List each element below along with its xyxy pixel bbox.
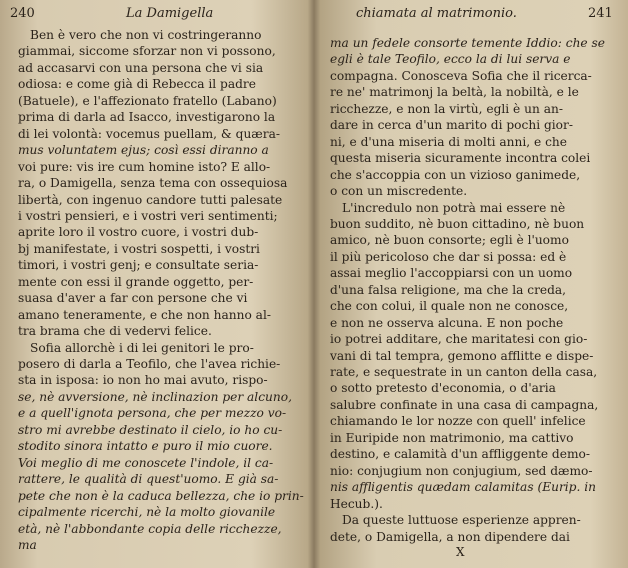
text-line: in Euripide non matrimonio, ma cattivo xyxy=(330,430,574,445)
text-line: salubre confinate in una casa di campagna, xyxy=(330,397,599,412)
running-head: chiamata al matrimonio. xyxy=(356,6,517,21)
text-line: amano teneramente, e che non hanno al- xyxy=(18,307,271,322)
text-line: che con colui, il quale non ne conosce, xyxy=(330,299,569,314)
text-line: o con un miscredente. xyxy=(330,184,468,199)
text-line: ni, e d'una miseria di molti anni, e che xyxy=(330,134,567,149)
text-line: voi pure: vis ire cum homine isto? E allo- xyxy=(18,159,271,174)
right-page xyxy=(316,0,628,568)
text-line: aprite loro il vostro cuore, i vostri dub- xyxy=(18,225,259,240)
text-line: chiamando le lor nozze con quell' infelice xyxy=(330,414,586,429)
text-line: di lei volontà: vocemus puellam, & quæra- xyxy=(18,126,280,141)
text-line: odiosa: e come già di Rebecca il padre xyxy=(18,77,256,92)
text-line: o sotto pretesto d'economia, o d'aria xyxy=(330,381,556,396)
text-line: timori, i vostri genj; e consultate seria- xyxy=(18,258,259,273)
text-line: se, nè avversione, nè inclinazion per alcuno, xyxy=(18,389,292,404)
text-line: (Batuele), e l'affezionato fratello (Labano) xyxy=(18,93,277,108)
text-line: amico, nè buon consorte; egli è l'uomo xyxy=(330,233,569,248)
text-line: età, nè l'abbondante copia delle ricchezze, xyxy=(18,521,282,536)
text-line: buon suddito, nè buon cittadino, nè buon xyxy=(330,216,585,231)
text-line: stodito sinora intatto e puro il mio cuore. xyxy=(18,439,273,454)
text-line: ad accasarvi con una persona che vi sia xyxy=(18,60,264,75)
page-number: 241 xyxy=(588,6,613,21)
text-line: re ne' matrimonj la beltà, la nobiltà, e le xyxy=(330,85,579,100)
text-line: tra brama che di vedervi felice. xyxy=(18,324,212,339)
text-line: posero di darla a Teofilo, che l'avea richie- xyxy=(18,357,281,371)
text-line: che s'accoppia con un vizioso ganimede, xyxy=(330,167,581,182)
text-line: libertà, con ingenuo candore tutti palesate xyxy=(18,192,283,207)
left-page xyxy=(0,0,312,568)
text-line: Sofia allorchè i di lei genitori le pro- xyxy=(30,340,254,355)
text-line: giammai, siccome sforzar non vi possono, xyxy=(18,44,276,59)
text-line: il più pericoloso che dar si possa: ed è xyxy=(330,249,567,264)
text-line: sta in isposa: io non ho mai avuto, rispo- xyxy=(18,373,268,388)
text-line: rate, e sequestrate in un canton della casa, xyxy=(330,365,598,379)
text-line: e non ne osserva alcuna. E non poche xyxy=(330,315,564,330)
text-line: Hecub.). xyxy=(330,496,383,511)
text-line: io potrei additare, che maritatesi con gio- xyxy=(330,332,588,347)
running-head: La Damigella xyxy=(126,6,214,21)
text-line: vani di tal tempra, gemono afflitte e dispe- xyxy=(330,348,594,363)
text-line: cipalmente ricerchi, nè la molto giovanile xyxy=(18,505,276,520)
text-line: i vostri pensieri, e i vostri veri sentimenti; xyxy=(18,208,278,223)
text-line: Da queste luttuose esperienze appren- xyxy=(342,513,581,528)
text-line: destino, e calamità d'un affliggente demo- xyxy=(330,447,590,462)
text-line: prima di darla ad Isacco, investigarono la xyxy=(18,110,276,125)
text-line: ra, o Damigella, senza tema con ossequiosa xyxy=(18,176,288,191)
text-line: mus voluntatem ejus; così essi diranno a xyxy=(18,143,269,158)
text-line: dete, o Damigella, a non dipendere dai xyxy=(330,529,570,544)
text-line: compagna. Conosceva Sofia che il ricerca- xyxy=(330,68,592,83)
text-line: suasa d'aver a far con persone che vi xyxy=(18,291,248,306)
text-line: nis affligentis quædam calamitas (Eurip. in xyxy=(330,480,596,495)
page-number: 240 xyxy=(10,6,35,21)
text-line: pete che non è la caduca bellezza, che io prin- xyxy=(18,488,304,503)
text-line: dare in cerca d'un marito di pochi gior- xyxy=(330,118,573,133)
text-line: mente con essi il grande oggetto, per- xyxy=(18,274,254,289)
signature-mark: X xyxy=(456,545,465,559)
text-line: ricchezze, e non la virtù, egli è un an- xyxy=(330,101,563,116)
text-line: egli è tale Teofilo, ecco la di lui serva e xyxy=(330,52,571,67)
text-line: L'incredulo non potrà mai essere nè xyxy=(342,200,566,215)
text-line: assai meglio l'accoppiarsi con un uomo xyxy=(330,266,573,281)
text-line: questa miseria sicuramente incontra colei xyxy=(330,151,591,166)
text-line: rattere, le qualità di quest'uomo. E già sa- xyxy=(18,472,279,487)
text-line: e a quell'ignota persona, che per mezzo vo- xyxy=(18,406,287,421)
text-line: nio: conjugium non conjugium, sed dæmo- xyxy=(330,463,593,478)
text-line: stro mi avrebbe destinato il cielo, io ho cu- xyxy=(18,422,283,437)
text-line: ma xyxy=(18,537,37,552)
text-line: bj manifestate, i vostri sospetti, i vostri xyxy=(18,241,260,256)
text-line: Voi meglio di me conoscete l'indole, il ca- xyxy=(18,455,274,470)
text-line: ma un fedele consorte temente Iddio: che se xyxy=(330,36,605,50)
text-line: d'una falsa religione, ma che la creda, xyxy=(330,282,567,297)
text-line: Ben è vero che non vi costringeranno xyxy=(30,28,262,42)
